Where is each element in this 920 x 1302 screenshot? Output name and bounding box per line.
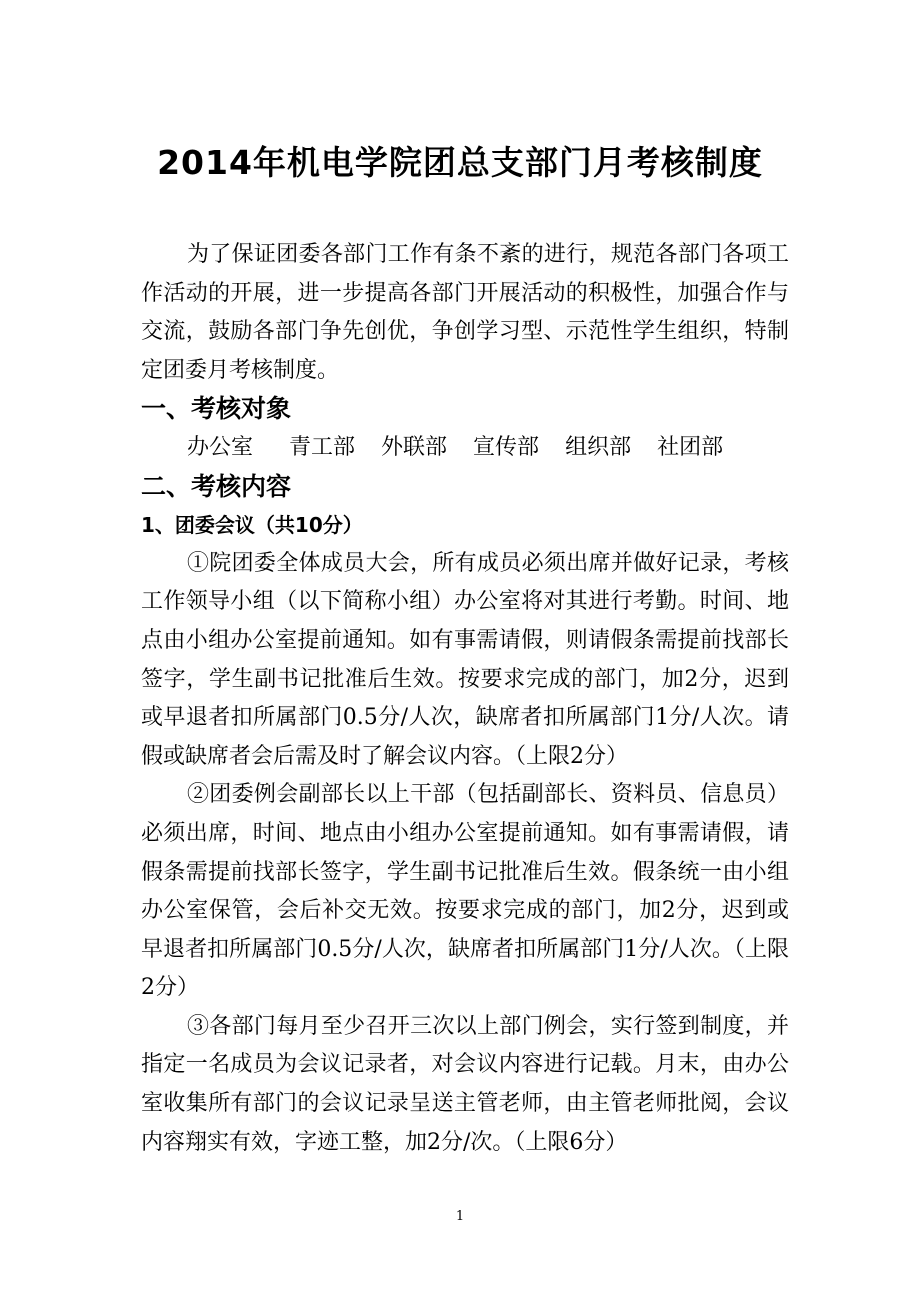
section-heading-content: 二、考核内容 — [141, 471, 292, 501]
document-title: 2014年机电学院团总支部门月考核制度 — [157, 143, 763, 182]
subheading-meetings: 1、团委会议（共10分） — [141, 513, 363, 538]
rule-paragraph: ③各部门每月至少召开三次以上部门例会，实行签到制度，并指定一名成员为会议记录者，对会议内容进行记载。月末，由办公室收集所有部门的会议记录呈送主管老师，由主管老师批阅，会议内容翔实有效，字迹工整，加2分/次。（上限6分） — [141, 1013, 789, 1155]
rule-paragraph: ①院团委全体成员大会，所有成员必须出席并做好记录，考核工作领导小组（以下简称小组）办公室将对其进行考勤。时间、地点由小组办公室提前通知。如有事需请假，则请假条需提前找部长签字，学生副书记批准后生效。按要求完成的部门，加2分，迟到或早退者扣所属部门0.5分/人次，缺席者扣所属部门1分/人次。请假或缺席者会后需及时了解会议内容。（上限2分） — [141, 550, 789, 769]
intro-paragraph: 为了保证团委各部门工作有条不紊的进行，规范各部门各项工作活动的开展，进一步提高各部门开展活动的积极性，加强合作与交流，鼓励各部门争先创优，争创学习型、示范性学生组织，特制定团委月考核制度。 — [141, 242, 789, 383]
document-body — [141, 236, 789, 1162]
target-item: 宣传部 — [473, 434, 540, 460]
target-item: 外联部 — [381, 434, 448, 460]
target-item: 组织部 — [565, 434, 632, 460]
target-list — [141, 429, 789, 468]
section-heading-targets: 一、考核对象 — [141, 394, 292, 424]
page-number: 1 — [455, 1209, 465, 1224]
rule-paragraph: ②团委例会副部长以上干部（包括副部长、资料员、信息员）必须出席，时间、地点由小组办公室提前通知。如有事需请假，请假条需提前找部长签字，学生副书记批准后生效。假条统一由小组办公室保管，会后补交无效。按要求完成的部门，加2分，迟到或早退者扣所属部门0.5分/人次，缺席者扣所属部门1分/人次。（上限2分） — [141, 782, 789, 1001]
target-item: 社团部 — [657, 434, 724, 460]
target-item: 青工部 — [289, 434, 356, 460]
target-item: 办公室 — [187, 434, 254, 460]
